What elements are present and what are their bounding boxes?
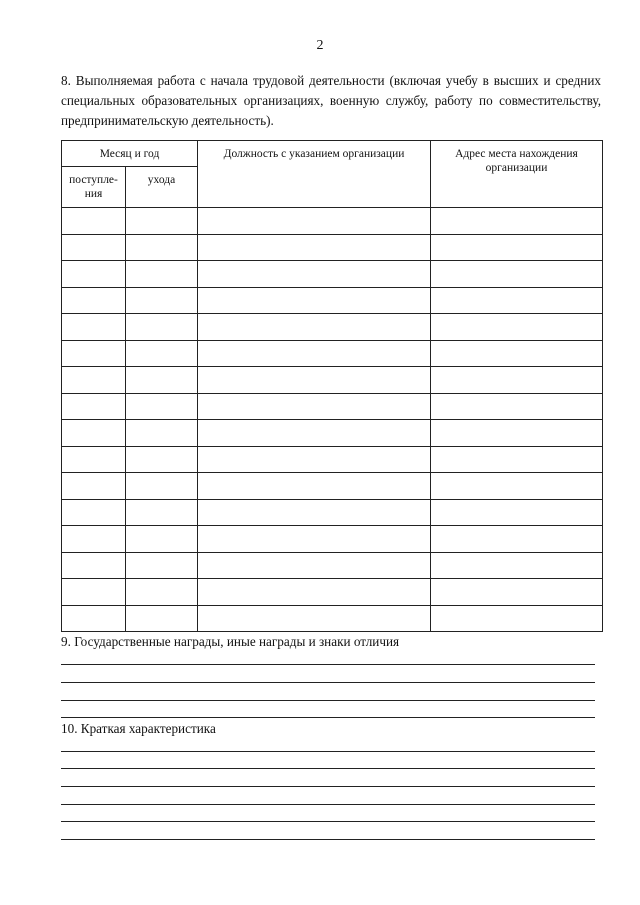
characteristic-line[interactable] [61, 821, 595, 822]
table-row [62, 367, 603, 394]
table-cell[interactable] [62, 367, 126, 394]
table-cell[interactable] [62, 446, 126, 473]
section-9-heading: 9. Государственные награды, иные награды и знаки отличия [61, 634, 400, 649]
table-cell[interactable] [431, 261, 603, 288]
table-row [62, 526, 603, 553]
table-cell[interactable] [62, 473, 126, 500]
table-row [62, 499, 603, 526]
table-cell[interactable] [62, 340, 126, 367]
table-row [62, 420, 603, 447]
table-cell[interactable] [126, 208, 198, 235]
table-cell[interactable] [431, 499, 603, 526]
table-cell[interactable] [126, 473, 198, 500]
characteristic-line[interactable] [61, 751, 595, 752]
table-cell[interactable] [126, 605, 198, 632]
table-cell[interactable] [126, 234, 198, 261]
table-row [62, 208, 603, 235]
table-cell[interactable] [62, 314, 126, 341]
table-cell[interactable] [198, 446, 431, 473]
table-cell[interactable] [198, 526, 431, 553]
characteristic-line[interactable] [61, 768, 595, 769]
table-cell[interactable] [62, 420, 126, 447]
table-cell[interactable] [126, 287, 198, 314]
table-cell[interactable] [126, 579, 198, 606]
table-cell[interactable] [198, 287, 431, 314]
awards-line[interactable] [61, 717, 595, 718]
table-cell[interactable] [431, 579, 603, 606]
table-cell[interactable] [198, 420, 431, 447]
table-cell[interactable] [431, 208, 603, 235]
table-cell[interactable] [431, 446, 603, 473]
address-header: Адрес места нахождения организации [431, 141, 603, 208]
table-row [62, 314, 603, 341]
table-cell[interactable] [62, 499, 126, 526]
table-cell[interactable] [198, 579, 431, 606]
table-cell[interactable] [431, 526, 603, 553]
table-cell[interactable] [126, 420, 198, 447]
table-cell[interactable] [198, 552, 431, 579]
table-cell[interactable] [126, 314, 198, 341]
table-cell[interactable] [431, 420, 603, 447]
table-row [62, 473, 603, 500]
table-cell[interactable] [431, 314, 603, 341]
awards-line[interactable] [61, 664, 595, 665]
table-cell[interactable] [431, 605, 603, 632]
table-cell[interactable] [198, 340, 431, 367]
table-cell[interactable] [198, 473, 431, 500]
table-row [62, 261, 603, 288]
characteristic-line[interactable] [61, 786, 595, 787]
table-cell[interactable] [62, 234, 126, 261]
table-row [62, 393, 603, 420]
table-cell[interactable] [62, 605, 126, 632]
section-8-heading: 8. Выполняемая работа с начала трудовой деятельности (включая учебу в высших и средних специальных образовательных организациях, военную службу, работу по совместительству, предпринимательскую деятельность). [61, 73, 601, 128]
awards-line[interactable] [61, 700, 595, 701]
month-year-header: Месяц и год [62, 141, 198, 167]
table-cell[interactable] [431, 393, 603, 420]
table-cell[interactable] [431, 340, 603, 367]
table-cell[interactable] [62, 526, 126, 553]
table-cell[interactable] [126, 552, 198, 579]
section-10-heading: 10. Краткая характеристика [61, 721, 216, 736]
employment-table [61, 140, 603, 632]
table-cell[interactable] [198, 208, 431, 235]
table-cell[interactable] [198, 314, 431, 341]
table-cell[interactable] [198, 367, 431, 394]
table-row [62, 579, 603, 606]
characteristic-line[interactable] [61, 839, 595, 840]
table-cell[interactable] [198, 393, 431, 420]
page-number: 2 [316, 38, 324, 53]
table-cell[interactable] [62, 552, 126, 579]
table-cell[interactable] [62, 208, 126, 235]
table-cell[interactable] [62, 261, 126, 288]
table-row [62, 605, 603, 632]
awards-line[interactable] [61, 682, 595, 683]
end-date-header: ухода [126, 167, 198, 208]
table-cell[interactable] [62, 579, 126, 606]
table-cell[interactable] [431, 367, 603, 394]
table-row [62, 340, 603, 367]
start-date-header: поступле-ния [62, 167, 126, 208]
characteristic-line[interactable] [61, 804, 595, 805]
table-cell[interactable] [431, 473, 603, 500]
table-cell[interactable] [126, 393, 198, 420]
table-cell[interactable] [126, 367, 198, 394]
table-cell[interactable] [198, 234, 431, 261]
table-row [62, 287, 603, 314]
table-cell[interactable] [126, 499, 198, 526]
table-cell[interactable] [198, 605, 431, 632]
table-cell[interactable] [62, 393, 126, 420]
position-header: Должность с указанием организации [198, 141, 431, 208]
table-cell[interactable] [431, 287, 603, 314]
table-cell[interactable] [62, 287, 126, 314]
table-cell[interactable] [431, 552, 603, 579]
table-cell[interactable] [198, 499, 431, 526]
table-cell[interactable] [431, 234, 603, 261]
table-cell[interactable] [198, 261, 431, 288]
table-row [62, 234, 603, 261]
table-cell[interactable] [126, 446, 198, 473]
table-row [62, 552, 603, 579]
table-cell[interactable] [126, 340, 198, 367]
table-row [62, 446, 603, 473]
table-cell[interactable] [126, 261, 198, 288]
table-cell[interactable] [126, 526, 198, 553]
